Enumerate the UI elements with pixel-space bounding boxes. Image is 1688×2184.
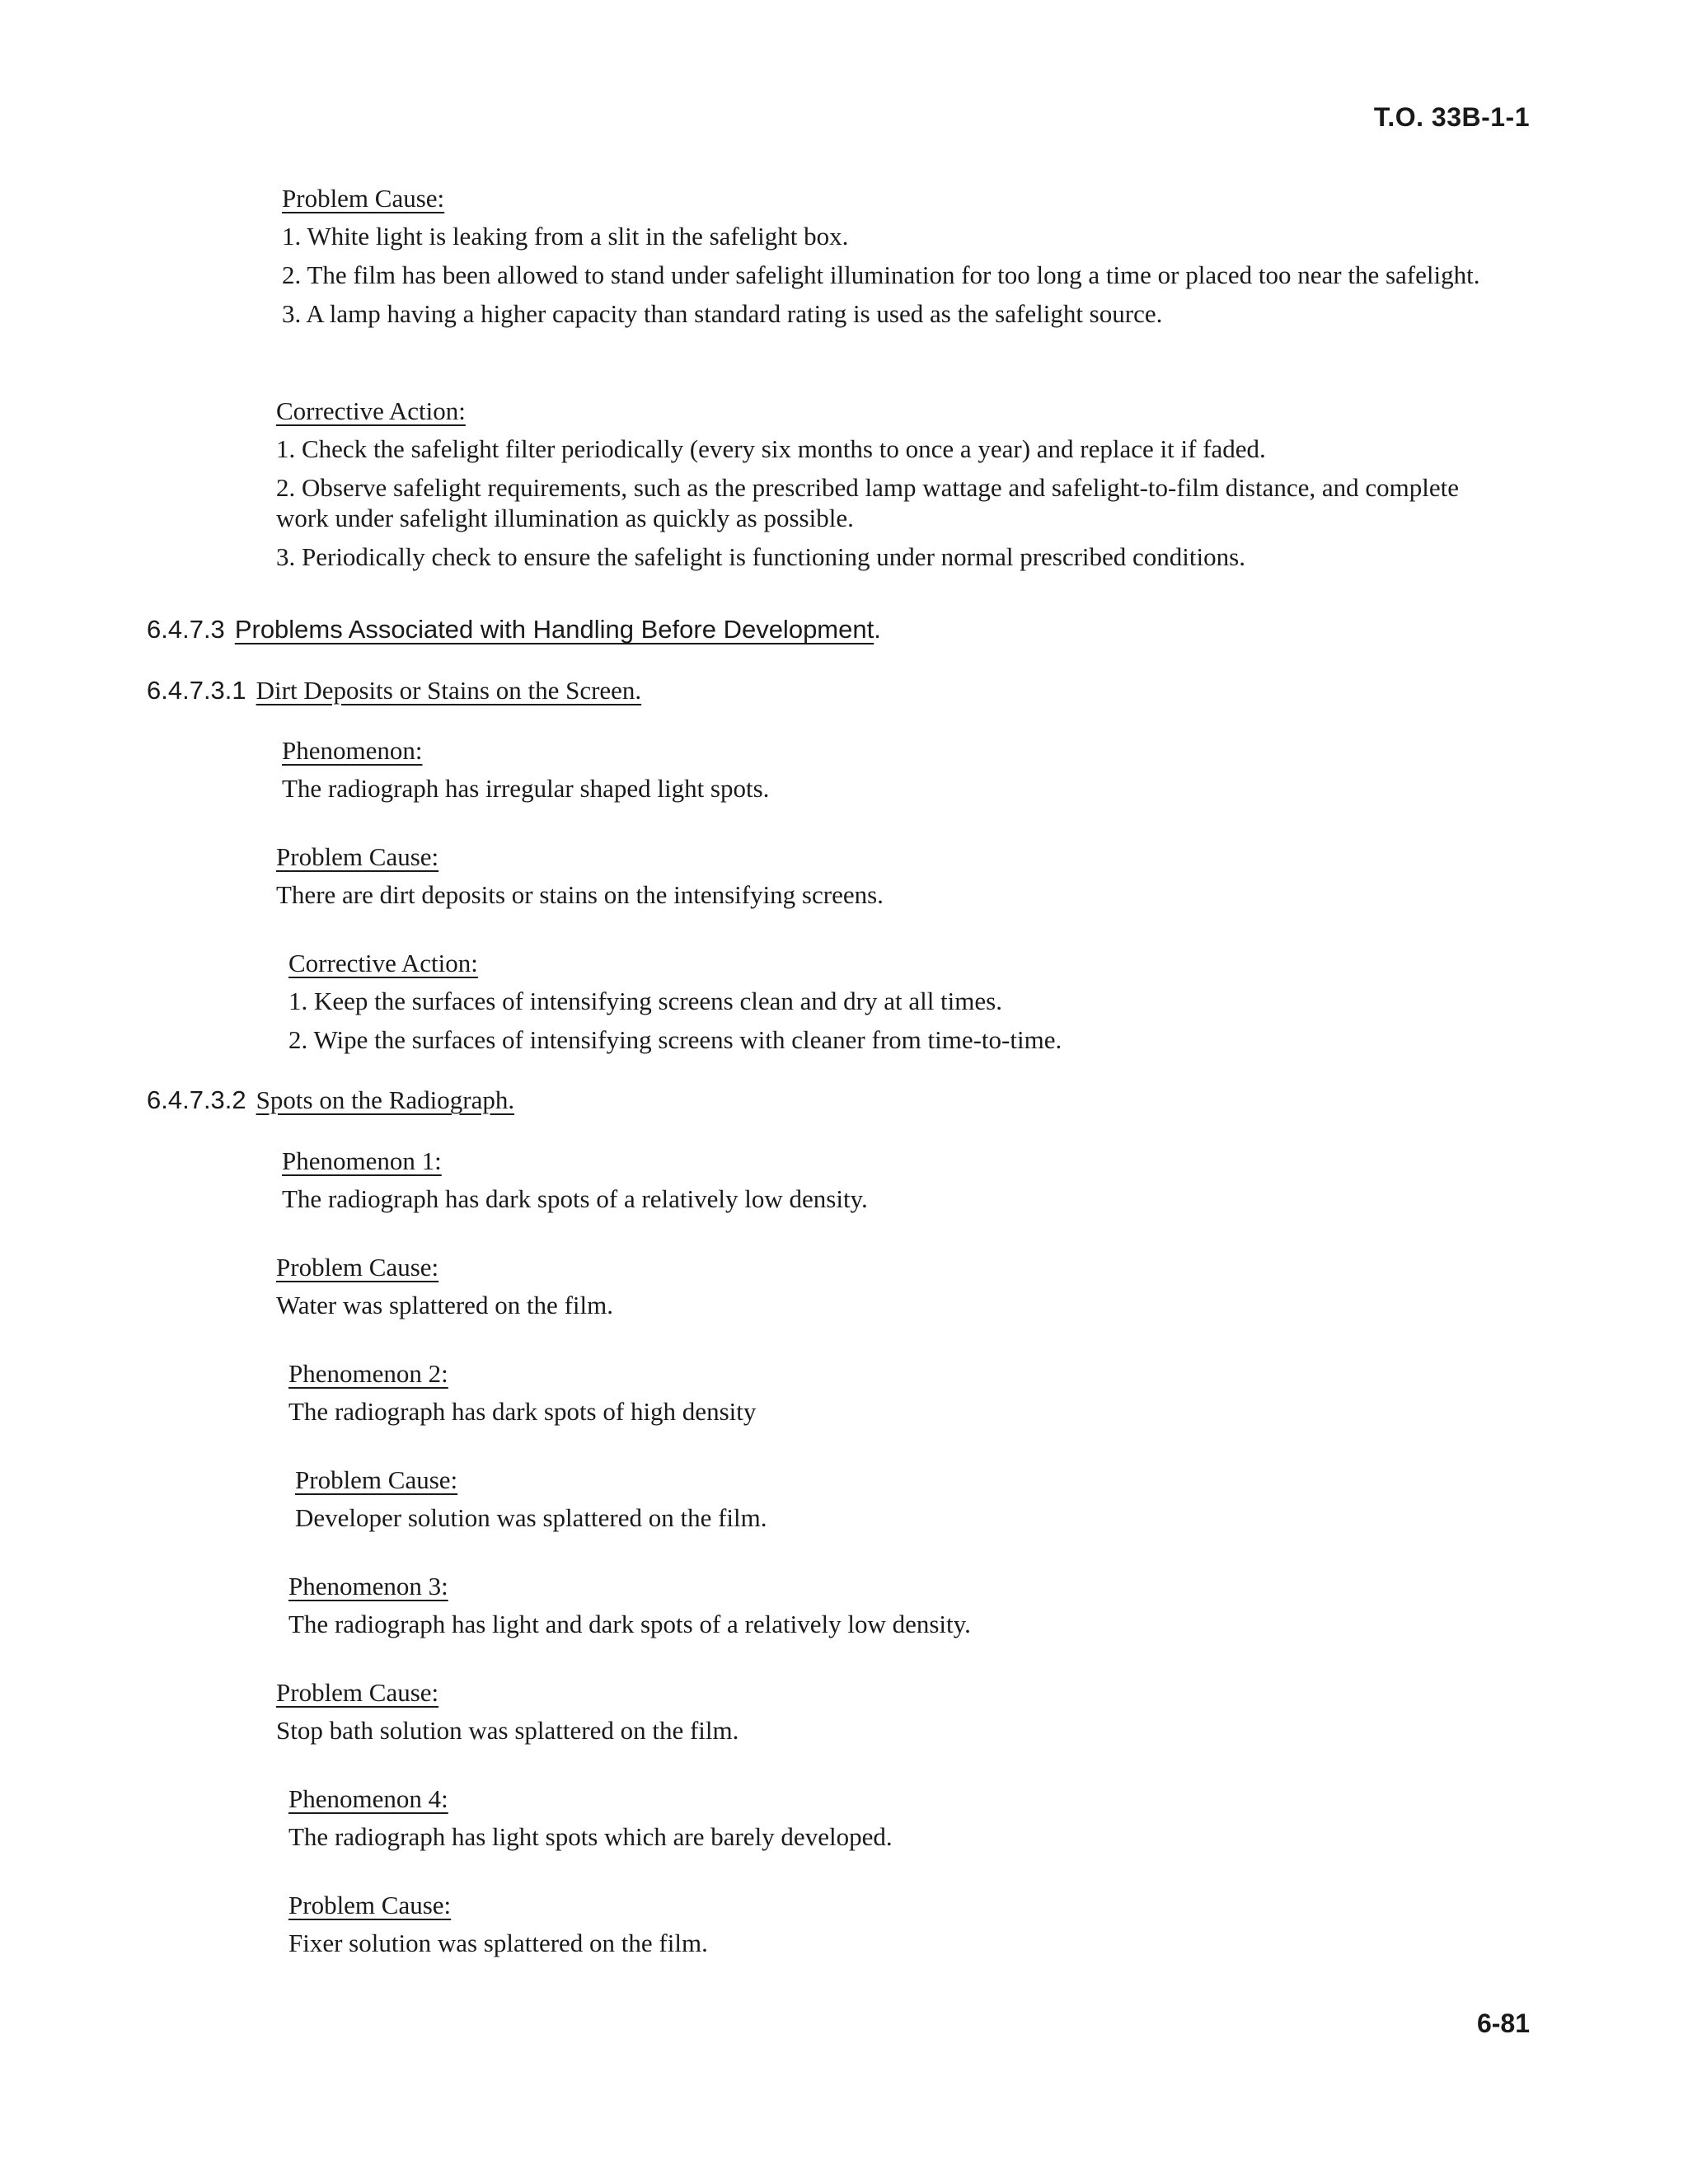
section-title: Spots on the Radiograph. xyxy=(256,1085,515,1114)
document-id: T.O. 33B-1-1 xyxy=(1373,102,1530,132)
section-heading-64731 xyxy=(147,675,641,705)
section-number: 6.4.7.3.2 xyxy=(147,1085,246,1114)
phenomenon-label: Phenomenon 4: xyxy=(288,1784,448,1813)
phenomenon-text: The radiograph has dark spots of a relatively low density. xyxy=(282,1184,868,1213)
section-title: Dirt Deposits or Stains on the Screen. xyxy=(256,676,642,705)
phenomenon-label: Phenomenon 3: xyxy=(288,1572,448,1601)
phenomenon-4-block xyxy=(288,1783,1512,1860)
problem-cause-text: Fixer solution was splattered on the film. xyxy=(288,1929,708,1957)
corrective-action-block xyxy=(288,948,1512,1063)
phenomenon-2-block xyxy=(288,1358,1512,1435)
section-title-period: . xyxy=(874,615,881,644)
phenomenon-text: The radiograph has light and dark spots of a relatively low density. xyxy=(288,1610,971,1638)
corrective-action-label: Corrective Action: xyxy=(288,949,478,977)
intro-problem-cause xyxy=(282,183,1506,337)
problem-cause-2-block xyxy=(295,1465,1519,1541)
list-item: 2. Observe safelight requirements, such as the prescribed lamp wattage and safelight-to-film distance, and complete work under safelight illumination as quickly as possible. xyxy=(276,473,1459,532)
problem-cause-1-block xyxy=(276,1252,1500,1329)
list-item: 3. A lamp having a higher capacity than standard rating is used as the safelight source. xyxy=(282,299,1163,328)
problem-cause-text: Water was splattered on the film. xyxy=(276,1291,613,1319)
list-item: 3. Periodically check to ensure the safelight is functioning under normal prescribed conditions. xyxy=(276,542,1245,571)
section-number: 6.4.7.3.1 xyxy=(147,676,246,705)
page-number: 6-81 xyxy=(1476,2008,1530,2038)
section-heading-64732 xyxy=(147,1085,514,1115)
problem-cause-text: There are dirt deposits or stains on the intensifying screens. xyxy=(276,880,884,909)
problem-cause-block xyxy=(276,841,1500,918)
problem-cause-label: Problem Cause: xyxy=(276,842,439,871)
phenomenon-text: The radiograph has dark spots of high density xyxy=(288,1397,757,1426)
phenomenon-3-block xyxy=(288,1571,1512,1647)
phenomenon-label: Phenomenon: xyxy=(282,736,423,765)
phenomenon-label: Phenomenon 2: xyxy=(288,1359,448,1388)
phenomenon-block xyxy=(282,735,1506,812)
intro-corrective-action xyxy=(276,396,1500,580)
phenomenon-1-block xyxy=(282,1146,1506,1222)
section-heading-6473 xyxy=(147,614,881,644)
problem-cause-4-block xyxy=(288,1890,1512,1966)
problem-cause-label: Problem Cause: xyxy=(276,1678,439,1707)
problem-cause-label: Problem Cause: xyxy=(282,184,445,213)
phenomenon-label: Phenomenon 1: xyxy=(282,1146,442,1175)
section-title: Problems Associated with Handling Before Development xyxy=(234,615,874,644)
problem-cause-label: Problem Cause: xyxy=(295,1465,458,1494)
corrective-action-label: Corrective Action: xyxy=(276,396,466,425)
problem-cause-label: Problem Cause: xyxy=(288,1891,452,1919)
list-item: 1. Keep the surfaces of intensifying screens clean and dry at all times. xyxy=(288,987,1002,1015)
list-item: 1. Check the safelight filter periodically (every six months to once a year) and replace it if faded. xyxy=(276,434,1266,463)
list-item: 1. White light is leaking from a slit in the safelight box. xyxy=(282,222,849,251)
section-number: 6.4.7.3 xyxy=(147,615,225,644)
phenomenon-text: The radiograph has light spots which are barely developed. xyxy=(288,1822,893,1851)
list-item: 2. Wipe the surfaces of intensifying screens with cleaner from time-to-time. xyxy=(288,1025,1062,1054)
phenomenon-text: The radiograph has irregular shaped light spots. xyxy=(282,774,770,803)
problem-cause-label: Problem Cause: xyxy=(276,1253,439,1282)
list-item: 2. The film has been allowed to stand under safelight illumination for too long a time or placed too near the safelight. xyxy=(282,260,1480,289)
problem-cause-text: Stop bath solution was splattered on the film. xyxy=(276,1716,739,1745)
problem-cause-text: Developer solution was splattered on the film. xyxy=(295,1503,767,1532)
problem-cause-3-block xyxy=(276,1677,1500,1754)
